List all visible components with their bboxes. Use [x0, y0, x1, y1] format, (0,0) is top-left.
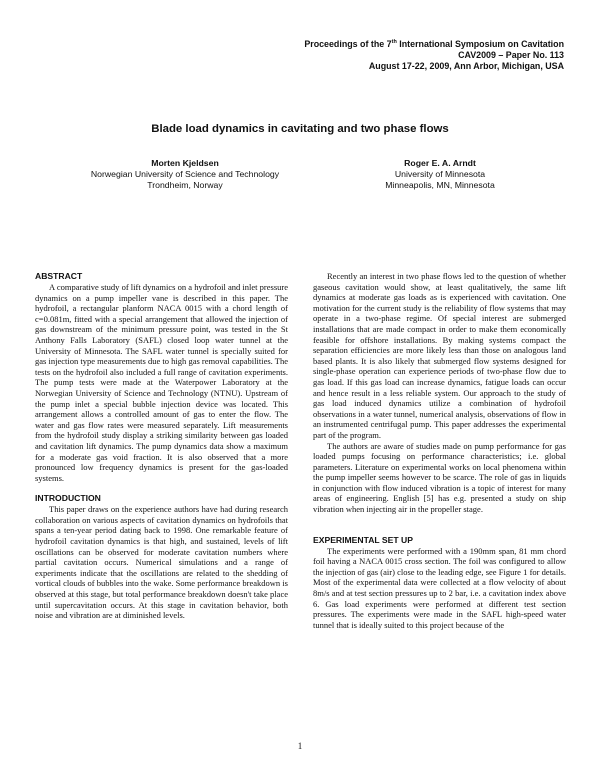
- introduction-paragraph: This paper draws on the experience authors have had during research collaboration on various aspects of cavitation dynamics on hydrofoils that spans a ten-year period dating back to 1998. One remarkable feature of hydrofoil cavitation dynamics is that high, and sustained, levels of lift oscillations can be observed for moderate cavitation numbers where partial cavitation occurs. Numerical simulations and a range of experiments indicate that the oscillations are related to the shedding of vortical clouds of bubbles into the wake. Some performance breakdown is observed at this stage, but total performance breakdown doesn't take place until supercavitation occurs. At this stage in cavitation behavior, both noise and vibration are at diminished levels.: [35, 504, 288, 621]
- author-block-1: [60, 158, 310, 191]
- author-name: Morten Kjeldsen: [151, 158, 219, 168]
- author-block-2: [318, 158, 562, 191]
- author-affiliation: University of Minnesota: [394, 169, 486, 179]
- author-location: Trondheim, Norway: [147, 180, 223, 190]
- header-line-3: August 17-22, 2009, Ann Arbor, Michigan, USA: [368, 61, 564, 71]
- left-column: [35, 271, 288, 621]
- author-location: Minneapolis, MN, Minnesota: [385, 180, 495, 190]
- paper-title: Blade load dynamics in cavitating and two phase flows: [151, 123, 449, 135]
- author-affiliation: Norwegian University of Science and Technology: [90, 169, 280, 179]
- abstract-heading: ABSTRACT: [35, 271, 83, 281]
- header-ordinal-sup: th: [391, 39, 397, 46]
- body-paragraph: The authors are aware of studies made on pump performance for gas loaded pumps focusing on performance characteristics; i.e. global parameters. Literature on experimental works on local phenomena within the pump impeller seems however to be scarce. The role of gas in liquids in conjunction with flow induced vibration is a topic of interest for many areas of engineering. English [5] has e.g. presented a study on ship vibration when injecting air in the propeller stage.: [313, 440, 566, 515]
- body-paragraph: Recently an interest in two phase flows led to the question of whether gaseous cavitation would show, at least qualitatively, the same lift dynamics at moderate gas loads as is experienced with cavitation. One motivation for the current study is the reliability of flow systems that may operate in a two-phase regime. Of special interest are submerged installations that are made compact in order to make them economically feasible for offshore installations. By making systems compact the separation efficiencies are more likely less than those on analogous land based plants. It is also likely that submerged flow systems designed for single-phase operation can experience periods of two-phase flow due to gas load. If this gas load can increase dynamics, fatigue loads can occur and hence result in a less reliable system. Our approach to the study of gas load induced dynamics utilize a combination of hydrofoil observations in a water tunnel, numerical analysis, observations of flow in an instrumented centrifugal pump. This paper addresses the experimental part of the program.: [313, 271, 566, 440]
- abstract-paragraph: A comparative study of lift dynamics on a hydrofoil and inlet pressure dynamics on a pump impeller vane is described in this paper. The hydrofoil, a rectangular planform NACA 0015 with a chord length of c=0.081m, fitted with a special arrangement that allowed the injection of gas downstream of the minimum pressure point, was tested in the St Anthony Falls Laboratory (SAFL) closed loop water tunnel at the University of Minnesota. The SAFL water tunnel is specially suited for gas injection type measurements due to high gas removal capabilities. The tests on the hydrofoil also included a full range of cavitation experiments. The pump tests were made at the Waterpower Laboratory at the Norwegian University of Science and Technology (NTNU). Upstream of the pump inlet a special bubble injection device was located. This arrangement allows a controlled amount of gas to enter the flow. The water and gas flow rates were measured separately. Lift measurements from the hydrofoil study display a striking similarity between gas loaded and cavitation lift dynamics. The pump dynamics data show a maximum for a moderate gas void fraction. It is also observed that a more pronounced low frequency dynamics is present for the gas-loaded systems.: [35, 282, 288, 483]
- header-line-2: CAV2009 – Paper No. 113: [458, 50, 564, 60]
- introduction-heading: INTRODUCTION: [35, 493, 101, 504]
- experimental-setup-heading: EXPERIMENTAL SET UP: [313, 534, 413, 545]
- proceedings-header: [304, 39, 564, 72]
- experimental-setup-paragraph: The experiments were performed with a 190mm span, 81 mm chord foil having a NACA 0015 cross section. The foil was configured to allow the injection of gas (air) close to the leading edge, see Figure 1 for details. Most of the experimental data were collected at a flow velocity of about 8m/s and at test section pressures up to 2 bar, i.e. a cavitation index above 6. Gas load experiments were performed at different test section pressures. The experiments were made in the SAFL high-speed water tunnel that is ideally suited to this project because of the: [313, 545, 566, 630]
- page-number: 1: [297, 741, 303, 751]
- header-line-1: Proceedings of the 7th International Symposium on Cavitation: [304, 39, 564, 49]
- author-name: Roger E. A. Arndt: [404, 158, 476, 168]
- right-column: [313, 271, 566, 630]
